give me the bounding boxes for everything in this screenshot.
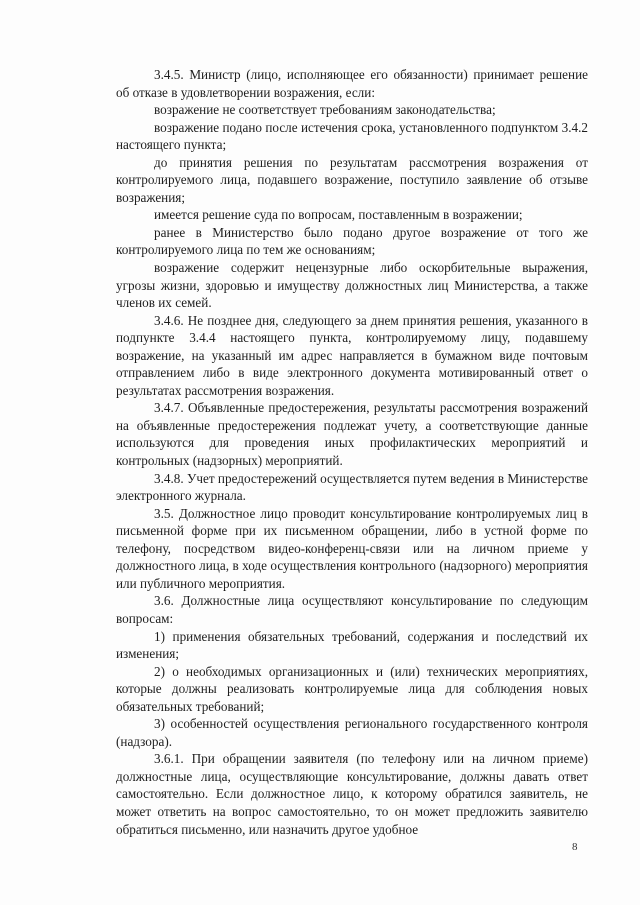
paragraph-item-obscene: возражение содержит нецензурные либо оскорбительные выражения, угрозы жизни, здоровью и имуществу должностных лиц Министерства, а также членов их семей. bbox=[116, 260, 588, 311]
paragraph-item-deadline: возражение подано после истечения срока, установленного подпунктом 3.4.2 настоящего пункта; bbox=[116, 119, 588, 153]
paragraph-3-4-6: 3.4.6. Не позднее дня, следующего за днем принятия решения, указанного в подпункте 3.4.4 настоящего пункта, контролируемому лицу, подавшему возражение, на указанный им адрес направляется в бумажном виде почтовым отправлением либо в виде электронного документа мотивированный ответ о результатах рассмотрения возражения. bbox=[116, 312, 588, 398]
paragraph-3-4-5: 3.4.5. Министр (лицо, исполняющее его обязанности) принимает решение об отказе в удовлетворении возражения, если: bbox=[116, 67, 588, 100]
paragraph-list-item-2: 2) о необходимых организационных и (или) технических мероприятиях, которые должны реализовать контролируемые лица для соблюдения новых обязательных требований; bbox=[116, 663, 588, 714]
paragraph-item-court-decision: имеется решение суда по вопросам, поставленным в возражении; bbox=[154, 207, 523, 223]
paragraph-3-5: 3.5. Должностное лицо проводит консультирование контролируемых лиц в письменной форме при их письменном обращении, либо в устной форме по телефону, посредством видео-конференц-связи или на личном приеме у должностного лица, в ходе осуществления контрольного (надзорного) мероприятия или публичного мероприятия. bbox=[116, 505, 588, 591]
paragraph-3-4-7: 3.4.7. Объявленные предостережения, результаты рассмотрения возражений на объявленные предостережения подлежат учету, а соответствующие данные используются для проведения иных профилактических мероприятий и контрольных (надзорных) мероприятий. bbox=[116, 400, 588, 469]
paragraph-item-legislation: возражение не соответствует требованиям законодательства; bbox=[154, 102, 496, 118]
paragraph-3-4-8: 3.4.8. Учет предостережений осуществляется путем ведения в Министерстве электронного журнала. bbox=[116, 470, 588, 504]
document-body bbox=[116, 66, 588, 838]
paragraph-item-duplicate: ранее в Министерство было подано другое возражение от того же контролируемого лица по тем же основаниям; bbox=[116, 224, 588, 258]
paragraph-3-6: 3.6. Должностные лица осуществляют консультирование по следующим вопросам: bbox=[116, 593, 588, 626]
paragraph-3-6-1: 3.6.1. При обращении заявителя (по телефону или на личном приеме) должностные лица, осуществляющие консультирование, должны давать ответ самостоятельно. Если должностное лицо, к которому обратился заявитель, не может ответить на вопрос самостоятельно, то он может предложить заявителю обратиться письменно, или назначить другое удобное bbox=[116, 751, 588, 837]
paragraph-list-item-3: 3) особенностей осуществления регионального государственного контроля (надзора). bbox=[116, 716, 588, 749]
page-number: 8 bbox=[572, 841, 578, 853]
paragraph-list-item-1: 1) применения обязательных требований, содержания и последствий их изменения; bbox=[116, 628, 588, 662]
paragraph-item-withdrawal: до принятия решения по результатам рассмотрения возражения от контролируемого лица, подавшего возражение, поступило заявление об отзыве возражения; bbox=[116, 154, 588, 205]
